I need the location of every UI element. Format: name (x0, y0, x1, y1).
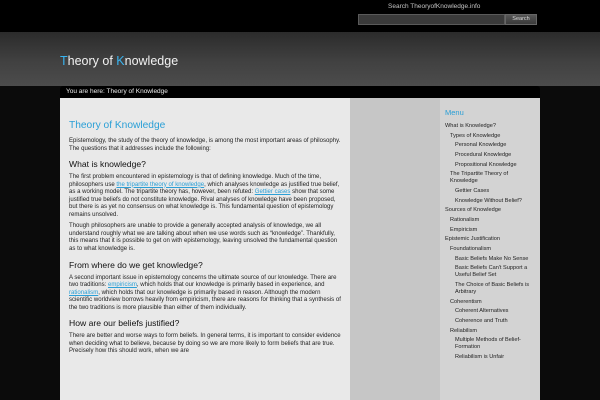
link-rationalism[interactable]: rationalism (69, 289, 99, 296)
menu-item[interactable]: Reliabilism is Unfair (455, 354, 505, 361)
menu-item[interactable]: Reliabilism (450, 327, 478, 334)
site-title[interactable] (60, 54, 178, 68)
link-tripartite-theory[interactable]: the tripartite theory of knowledge (116, 181, 205, 188)
menu-item[interactable]: Empiricism (450, 226, 478, 233)
sidebar (350, 98, 540, 400)
site-title-initial-k: K (116, 54, 125, 68)
site-title-initial-t: T (60, 54, 68, 68)
menu-item[interactable]: Coherence and Truth (455, 318, 508, 325)
text-run: show that some justified true beliefs do not constitute knowledge. Rival analyses of knowledge have been proposed, but there is as yet no consensus on what knowledge is. This fundamental question of epistemology remains unsolved. (69, 189, 336, 218)
menu-item[interactable]: Coherentism (450, 298, 482, 305)
text-run: , which holds that our knowledge is primarily based in experience, and (136, 282, 325, 289)
site-title-part-b: nowledge (124, 54, 179, 68)
page-title: Theory of Knowledge (69, 120, 166, 131)
section-heading-what-is-knowledge: What is knowledge? (69, 159, 146, 170)
search-input[interactable] (358, 14, 505, 25)
menu-item[interactable]: Basic Beliefs Can't Support a Useful Belief Set (455, 265, 528, 279)
menu-item[interactable]: Propositional Knowledge (455, 161, 517, 168)
intro-paragraph: Epistemology, the study of the theory of knowledge, is among the most important areas of philosophy. The questions that it addresses include the following: (69, 138, 341, 152)
menu-item[interactable]: Multiple Methods of Belief-Formation (455, 337, 521, 351)
menu-item[interactable]: Procedural Knowledge (455, 152, 512, 159)
menu-item[interactable]: Coherent Alternatives (455, 308, 509, 315)
top-bar (0, 0, 600, 32)
text-run: The first problem encountered in epistemology is that of defining knowledge. Much of the time, philosophers use (69, 174, 322, 188)
paragraph-justification: There are better and worse ways to form beliefs. In general terms, it is important to consider evidence when deciding what to believe, because by doing so we are more likely to form beliefs that are true. Precisely how this should work, when we are (69, 333, 341, 355)
paragraph-understanding-knowledge: Though philosophers are unable to provide a generally accepted analysis of knowledge, we all understand roughly what we are talking about when we use words such as “knowledge”. Thankfully, this means that it is possible to get on with epistemology, leaving unsolved the fundamental question as to what knowledge is. (69, 223, 338, 253)
menu-item[interactable]: Types of Knowledge (450, 132, 501, 139)
breadcrumb: You are here: Theory of Knowledge (60, 86, 540, 98)
search-label: Search TheoryofKnowledge.info (388, 3, 481, 10)
menu-item[interactable]: The Choice of Basic Beliefs is Arbitrary (455, 282, 529, 296)
menu-item[interactable]: Epistemic Justification (445, 236, 501, 243)
menu-item[interactable]: Personal Knowledge (455, 142, 507, 149)
menu-item[interactable]: The Tripartite Theory of Knowledge (450, 171, 509, 185)
text-run: , which holds that our knowledge is primarily based in reason. Although the modern scientific worldview borrows heavily from empiricism, there are reasons for thinking that a synthesis of the two traditions is more plausible than either of them individually. (69, 289, 341, 311)
text-run: , which analyses knowledge as justified true belief, as a working model. The tripartite theory has, however, been refuted: (69, 181, 340, 196)
menu-item[interactable]: Sources of Knowledge (445, 207, 501, 214)
site-title-part-a: heory of (67, 54, 117, 68)
link-gettier-cases[interactable]: Gettier cases (254, 189, 291, 196)
menu-item[interactable]: What is Knowledge? (445, 123, 496, 129)
menu-item[interactable]: Knowledge Without Belief? (455, 197, 522, 204)
menu-item[interactable]: Rationalism (450, 217, 480, 224)
link-empiricism[interactable]: empiricism (108, 282, 137, 289)
site-header (0, 32, 600, 86)
section-heading-justification: How are our beliefs justified? (69, 318, 180, 329)
menu-list (440, 123, 540, 361)
menu-panel (440, 98, 540, 400)
menu-item[interactable]: Basic Beliefs Make No Sense (455, 255, 529, 262)
paragraph-defining-knowledge (69, 174, 342, 219)
paragraph-sources (69, 275, 342, 313)
menu-item[interactable]: Foundationalism (450, 246, 492, 253)
main-content (60, 98, 350, 400)
section-heading-sources: From where do we get knowledge? (69, 259, 203, 270)
menu-item[interactable]: Gettier Cases (455, 188, 490, 195)
menu-title: Menu (445, 108, 464, 117)
text-run: A second important issue in epistemology concerns the ultimate source of our knowledge. There are two traditions: (69, 274, 337, 289)
search-button[interactable]: Search (505, 14, 537, 25)
